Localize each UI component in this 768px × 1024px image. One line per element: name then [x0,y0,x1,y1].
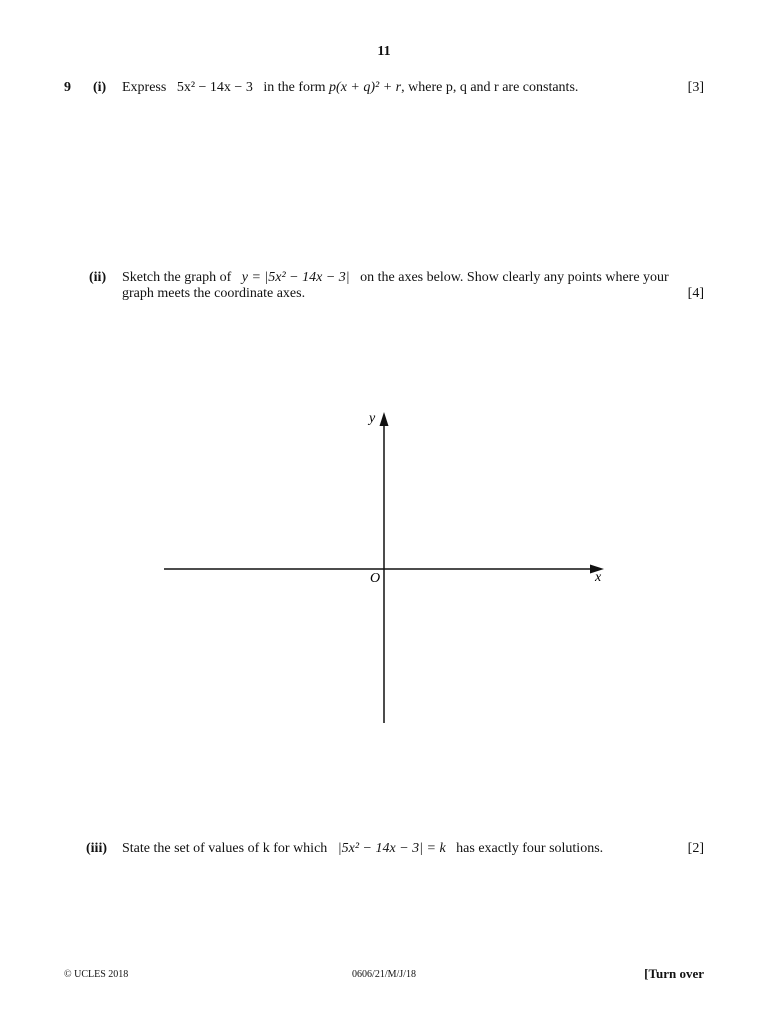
part-i-text-after: , where p, q and r are constants. [401,80,579,95]
part-i-expression: 5x² − 14x − 3 [176,80,253,95]
footer-turn-over: [Turn over [644,966,704,981]
part-i-text-before: Express [122,80,167,95]
part-iii-text-before: State the set of values of k for which [122,841,328,856]
part-iii-text-after: has exactly four solutions. [456,841,604,856]
part-ii-marks: [4] [687,286,704,301]
part-i-form: p(x + q)² + r [329,80,402,95]
part-ii-label: (ii) [89,270,107,285]
part-iii-question [122,841,603,857]
x-axis-label: x [595,570,602,585]
origin-label: O [370,571,381,586]
y-axis-label: y [369,411,376,426]
part-i-label: (i) [93,80,107,95]
part-ii-question-line2: graph meets the coordinate axes. [122,286,306,301]
page-number: 11 [377,44,391,59]
footer-paper-code: 0606/21/M/J/18 [352,969,416,980]
footer-copyright: © UCLES 2018 [64,969,129,980]
y-axis-arrowhead-icon [380,412,389,426]
part-i-marks: [3] [687,80,704,95]
part-iii-marks: [2] [687,841,704,856]
part-iii-equation: |5x² − 14x − 3| = k [337,841,446,856]
part-ii-text-before: Sketch the graph of [122,270,232,285]
part-ii-text-after: on the axes below. Show clearly any points where your [360,270,669,285]
part-ii-equation: y = |5x² − 14x − 3| [241,270,350,285]
part-i-text-middle: in the form [263,80,326,95]
part-iii-label: (iii) [86,841,107,856]
question-number: 9 [64,80,71,95]
